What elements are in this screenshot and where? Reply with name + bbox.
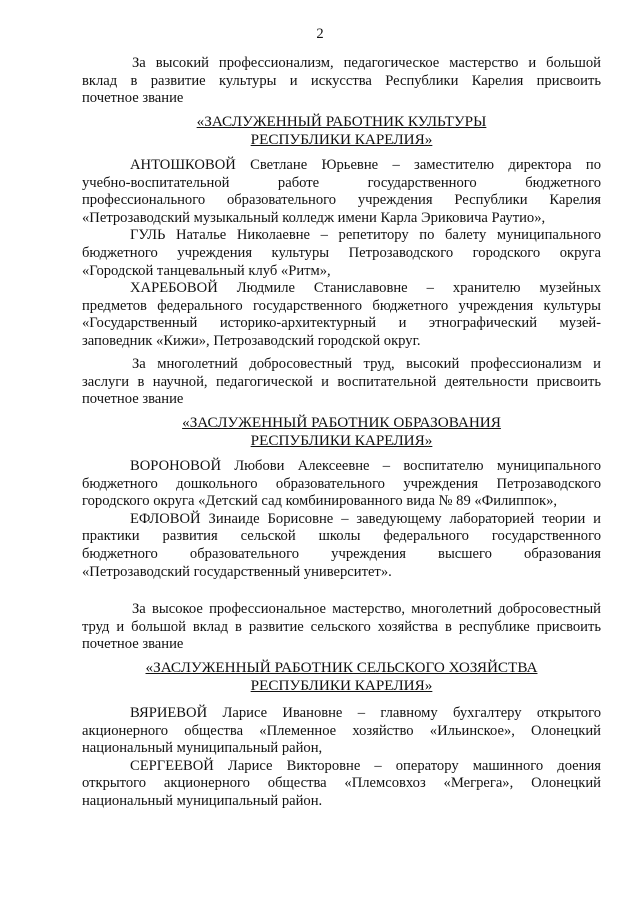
person-line: городского округа «Детский сад комбинированного вида № 89 «Филиппок», [82,493,558,510]
section1-intro [82,55,601,108]
person-line: ЕФЛОВОЙ Зинаиде Борисовне – заведующему лабораторией теории и [130,510,601,527]
person-line: открытого акционерного общества «Племсовхоз «Мегрега», Олонецкий [82,775,601,792]
person-line: национальный муниципальный район, [82,740,323,757]
person-line: «Петрозаводский музыкальный колледж имени Карла Эриковича Раутио», [82,209,546,226]
person-line: предметов федерального государственного бюджетного учреждения культуры [82,297,601,314]
text-line: За многолетний добросовестный труд, высокий профессионализм и [132,356,601,372]
text-line: За высокое профессиональное мастерство, многолетний добросовестный [132,601,601,617]
award-title-line: «ЗАСЛУЖЕННЫЙ РАБОТНИК КУЛЬТУРЫ [196,113,487,130]
text-line: почетное звание [82,90,184,107]
person-line: ГУЛЬ Наталье Николаевне – репетитору по балету муниципального [130,227,601,244]
section1-persons [82,157,601,351]
text-line: труд и большой вклад в развитие сельского хозяйства в республике присвоить [82,618,601,635]
text-line: вклад в развитие культуры и искусства Республики Карелия присвоить [82,72,601,89]
person-line: учебно-воспитательной работе государственного бюджетного [82,174,601,191]
section2-intro [82,356,601,409]
person-line: «Государственный историко-архитектурный и этнографический музей- [82,315,601,332]
section2-persons [82,458,601,581]
page-number: 2 [316,26,324,42]
award-title-line: «ЗАСЛУЖЕННЫЙ РАБОТНИК ОБРАЗОВАНИЯ [182,414,501,431]
person-line: бюджетного учреждения культуры Петрозаводского городского округа [82,244,601,261]
person-line: национальный муниципальный район. [82,792,323,809]
text-line: заслуги в научной, педагогической и воспитательной деятельности присвоить [82,373,601,390]
person-line: профессионального образовательного учреждения Республики Карелия [82,192,601,209]
award-title-agriculture [82,659,601,695]
award-title-culture [82,113,601,149]
person-line: АНТОШКОВОЙ Светлане Юрьевне – заместителю директора по [130,157,601,173]
person-line: заповедник «Кижи», Петрозаводский городской округ. [82,332,421,349]
person-line: ВОРОНОВОЙ Любови Алексеевне – воспитателю муниципального [130,458,601,474]
award-title-line: РЕСПУБЛИКИ КАРЕЛИЯ» [250,677,433,694]
person-line: бюджетного дошкольного образовательного учреждения Петрозаводского [82,475,601,492]
text-line: почетное звание [82,636,184,653]
person-line: практики развития сельской школы федерального государственного [82,528,601,545]
person-line: ВЯРИЕВОЙ Ларисе Ивановне – главному бухгалтеру открытого [130,705,601,721]
section3-intro [82,601,601,654]
person-line: бюджетного образовательного учреждения высшего образования [82,545,601,562]
award-title-education [82,414,601,450]
award-title-line: РЕСПУБЛИКИ КАРЕЛИЯ» [250,432,433,449]
text-line: За высокий профессионализм, педагогическое мастерство и большой [132,55,601,71]
award-title-line: РЕСПУБЛИКИ КАРЕЛИЯ» [250,131,433,148]
person-line: СЕРГЕЕВОЙ Ларисе Викторовне – оператору машинного доения [130,757,601,774]
section3-persons [82,705,601,811]
person-line: акционерного общества «Племенное хозяйство «Ильинское», Олонецкий [82,722,601,739]
person-line: ХАРЕБОВОЙ Людмиле Станиславовне – хранителю музейных [130,280,601,297]
person-line: «Петрозаводский государственный университет». [82,563,392,580]
award-title-line: «ЗАСЛУЖЕННЫЙ РАБОТНИК СЕЛЬСКОГО ХОЗЯЙСТВА [145,659,538,676]
text-line: почетное звание [82,391,184,408]
person-line: «Городской танцевальный клуб «Ритм», [82,262,331,279]
